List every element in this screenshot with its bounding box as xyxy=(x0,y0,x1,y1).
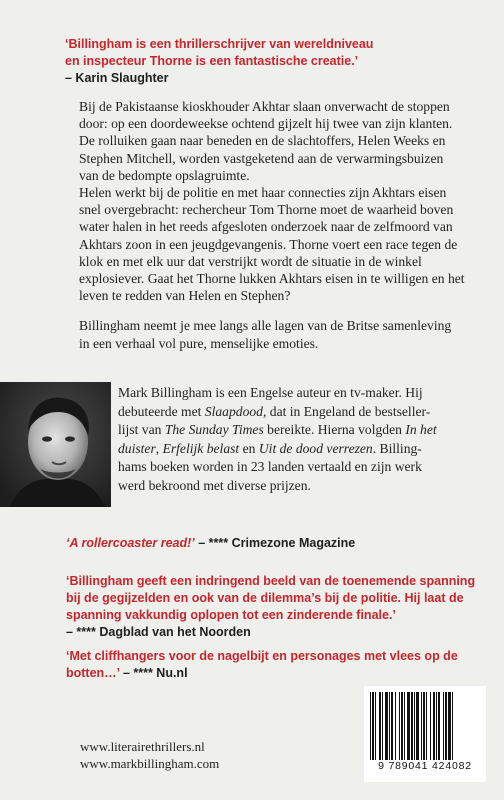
synopsis-p1-l3: De rolluiken gaan naar beneden en de slachtoffers, Helen Weeks en xyxy=(79,133,446,149)
barcode-bar xyxy=(407,692,410,760)
top-quote-line1: ‘Billingham is een thrillerschrijver van wereldniveau xyxy=(65,37,374,51)
author-bio-l2: debuteerde met Slaapdood, dat in Engeland de bestseller- xyxy=(118,403,431,419)
barcode-bar xyxy=(401,692,403,760)
review-crimezone xyxy=(66,535,355,552)
author-bio-l6: werd bekroond met diverse prijzen. xyxy=(118,477,311,493)
review-dagblad-line3: spanning vakkundig oplopen tot een zinderende finale.’ xyxy=(66,608,396,622)
barcode-bar xyxy=(423,692,425,760)
synopsis-p2-l4: Akhtars zoon in een jeugdgevangenis. Thorne voert een race tegen de xyxy=(79,236,458,252)
barcode-bar xyxy=(375,692,376,760)
barcode-bar xyxy=(436,692,437,760)
review-dagblad xyxy=(66,573,475,641)
book-title-slaapdood: Slaapdood xyxy=(204,403,263,419)
synopsis-p2-l3: water halen in het reeds afgesloten onderzoek naar de zelfmoord van xyxy=(79,219,453,235)
author-bio-l1: Mark Billingham is een Engelse auteur en tv-maker. Hij xyxy=(118,385,423,400)
isbn-number: 9 789041 424082 xyxy=(378,760,472,772)
barcode-bar xyxy=(448,692,451,760)
review-crimezone-quote: ‘A rollercoaster read!’ xyxy=(66,536,195,550)
synopsis-p2-l2: snel overgebracht: rechercheur Tom Thorne moet de waarheid boven xyxy=(79,202,454,218)
barcode-bar xyxy=(443,692,444,760)
author-photo xyxy=(0,382,111,507)
review-crimezone-attribution: – **** Crimezone Magazine xyxy=(194,536,356,550)
review-nunl xyxy=(66,648,458,682)
barcode-bar xyxy=(411,692,413,760)
barcode-bar xyxy=(379,692,381,760)
barcode-bar xyxy=(382,692,383,760)
websites xyxy=(80,738,219,772)
author-bio-l4: duister, Erfelijk belast en Uit de dood verrezen. Billing- xyxy=(118,440,422,456)
synopsis-p1-l2: door: op een doordeweekse ochtend gijzelt hij twee van zijn klanten. xyxy=(79,116,453,132)
isbn-barcode xyxy=(364,686,486,782)
barcode-bar xyxy=(370,692,371,760)
synopsis xyxy=(79,98,499,352)
barcode-bar xyxy=(391,692,393,760)
barcode-bar xyxy=(372,692,374,760)
barcode-bar xyxy=(414,692,415,760)
barcode-bar xyxy=(430,692,431,760)
barcode-bar xyxy=(416,692,419,760)
newspaper-title: The Sunday Times xyxy=(164,422,264,437)
synopsis-p1-l4: Stephen Mitchell, worden vastgeketend aan de verwarmingsbuizen xyxy=(79,150,444,166)
top-quote xyxy=(65,36,373,87)
barcode-bar xyxy=(389,692,390,760)
website-markbillingham: www.markbillingham.com xyxy=(80,756,220,771)
barcode-bar xyxy=(452,692,453,760)
book-title-in-het-duister-2: duister xyxy=(118,440,156,456)
review-dagblad-line2: bij de gegijzelden en ook van de dilemma’s bij de politie. Hij laat de xyxy=(66,591,464,605)
synopsis-p2-l7: leven te redden van Helen en Stephen? xyxy=(79,288,291,304)
synopsis-p3-l1: Billingham neemt je mee langs alle lagen van de Britse samenleving xyxy=(79,318,452,334)
barcode-bar xyxy=(395,692,396,760)
review-nunl-attribution: – **** Nu.nl xyxy=(119,666,188,680)
book-title-uit-de-dood-verrezen: Uit de dood verrezen xyxy=(258,440,373,456)
synopsis-p1-l1: Bij de Pakistaanse kioskhouder Akhtar slaan onverwacht de stoppen xyxy=(79,99,450,114)
barcode-bar xyxy=(433,692,435,760)
author-bio xyxy=(118,384,498,495)
review-dagblad-attribution: – **** Dagblad van het Noorden xyxy=(66,625,251,639)
review-nunl-line2: botten…’ – **** Nu.nl xyxy=(66,666,188,680)
book-title-erfelijk-belast: Erfelijk belast xyxy=(162,440,240,456)
synopsis-p2-l5: klok en met elk uur dat verstrijkt wordt de situatie in de winkel xyxy=(79,253,422,269)
top-quote-attribution: – Karin Slaughter xyxy=(65,71,169,85)
barcode-bar xyxy=(385,692,388,760)
synopsis-p2-l6: explosiever. Gaat het Thorne lukken Akhtars eisen in te willigen en het xyxy=(79,271,465,287)
barcode-bar xyxy=(421,692,422,760)
review-dagblad-line1: ‘Billingham geeft een indringend beeld van de toenemende spanning xyxy=(66,574,476,588)
barcode-bar xyxy=(399,692,400,760)
barcode-bar xyxy=(438,692,440,760)
review-nunl-line1: ‘Met cliffhangers voor de nagelbijt en personages met vlees op de xyxy=(66,649,458,663)
book-title-in-het-duister-1: In het xyxy=(405,422,437,437)
synopsis-p2-l1: Helen werkt bij de politie en met haar connecties zijn Akhtars eisen xyxy=(79,185,447,201)
barcode-bar xyxy=(404,692,405,760)
barcode-bar xyxy=(445,692,447,760)
synopsis-p1-l5: van de bedompte opslagruimte. xyxy=(79,167,250,183)
synopsis-p3-l2: in een verhaal vol pure, menselijke emoties. xyxy=(79,335,319,351)
barcode-bar xyxy=(426,692,427,760)
author-bio-l3: lijst van The Sunday Times bereikte. Hierna volgden In het xyxy=(118,422,437,437)
barcode-bars xyxy=(370,692,480,760)
author-bio-l5: hams boeken worden in 23 landen vertaald en zijn werk xyxy=(118,459,422,474)
top-quote-line2: en inspecteur Thorne is een fantastische creatie.’ xyxy=(65,54,359,68)
website-literairethrillers: www.literairethrillers.nl xyxy=(80,739,205,754)
